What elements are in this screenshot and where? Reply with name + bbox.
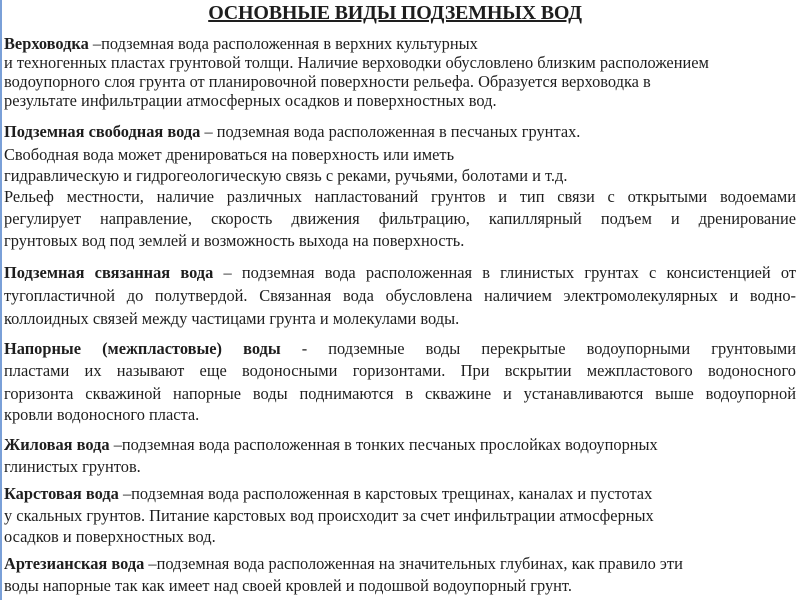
paragraph-line: Рельеф местности, наличие различных напластований грунтов и тип связи с открытыми водоемами bbox=[4, 187, 796, 206]
term-heading: Жиловая вода bbox=[4, 435, 110, 454]
paragraph-line: воды напорные так как имеет над своей кровлей и подошвой водоупорный грунт. bbox=[4, 576, 572, 595]
paragraph-line: гидравлическую и гидрогеологическую связь с реками, ручьями, болотами и т.д. bbox=[4, 166, 568, 185]
definition-text: –подземная вода расположенная в карстовых трещинах, каналах и пустотах bbox=[118, 484, 653, 503]
definition-text: – подземная вода расположенная в песчаных грунтах. bbox=[200, 122, 581, 141]
paragraph-line: водоупорного слоя грунта от планировочной поверхности рельефа. Образуется верховодка в bbox=[4, 72, 651, 91]
definition-text: –подземная вода расположенная в тонких песчаных прослойках водоупорных bbox=[109, 435, 658, 454]
paragraph-line: глинистых грунтов. bbox=[4, 457, 141, 476]
paragraph-line: тугопластичной до полутвердой. Связанная вода обусловлена наличием электромолекулярных и водно- bbox=[4, 286, 796, 305]
paragraph-first-line bbox=[4, 339, 796, 359]
paragraph-line: регулирует направление, скорость движения фильтрацию, капиллярный подъем и дренирование bbox=[4, 209, 796, 228]
paragraph-first-line bbox=[4, 435, 658, 455]
paragraph-line: осадков и поверхностных вод. bbox=[4, 527, 216, 546]
term-heading: Артезианская вода bbox=[4, 554, 145, 573]
paragraph-line: горизонта скважиной напорные воды поднимаются в скважине и устанавливаются выше водоупорной bbox=[4, 384, 796, 403]
paragraph-line: результате инфильтрации атмосферных осадков и поверхностных вод. bbox=[4, 91, 497, 110]
paragraph-line: кровли водоносного пласта. bbox=[4, 405, 200, 424]
term-heading: Карстовая вода bbox=[4, 484, 119, 503]
term-heading: Подземная свободная вода bbox=[4, 122, 201, 141]
paragraph-line: грунтовых вод под землей и возможность выхода на поверхность. bbox=[4, 231, 465, 250]
paragraph-line: у скальных грунтов. Питание карстовых вод происходит за счет инфильтрации атмосферных bbox=[4, 506, 654, 525]
definition-text: –подземная вода расположенная на значительных глубинах, как правило эти bbox=[144, 554, 683, 573]
definition-text: - подземные воды перекрытые водоупорными грунтовыми bbox=[280, 339, 796, 358]
paragraph-first-line bbox=[4, 554, 683, 574]
paragraph-first-line bbox=[4, 34, 478, 54]
paragraph-first-line bbox=[4, 122, 580, 142]
term-heading: Подземная связанная вода bbox=[4, 263, 214, 282]
definition-text: –подземная вода расположенная в верхних культурных bbox=[88, 34, 478, 53]
paragraph-line: и техногенных пластах грунтовой толщи. Наличие верховодки обусловлено близким расположением bbox=[4, 53, 709, 72]
paragraph-line: пластами их называют еще водоносными горизонтами. При вскрытии межпластового водоносного bbox=[4, 361, 796, 380]
definition-text: – подземная вода расположенная в глинистых грунтах с консистенцией от bbox=[213, 263, 796, 282]
paragraph-line: Свободная вода может дренироваться на поверхность или иметь bbox=[4, 145, 455, 164]
paragraph-first-line bbox=[4, 263, 796, 283]
paragraph-line: коллоидных связей между частицами грунта и молекулами воды. bbox=[4, 309, 460, 328]
page-title: ОСНОВНЫЕ ВИДЫ ПОДЗЕМНЫХ ВОД bbox=[208, 2, 582, 24]
paragraph-first-line bbox=[4, 484, 652, 504]
term-heading: Верховодка bbox=[4, 34, 89, 53]
term-heading: Напорные (межпластовые) воды bbox=[4, 339, 281, 358]
page-edge bbox=[0, 0, 2, 600]
